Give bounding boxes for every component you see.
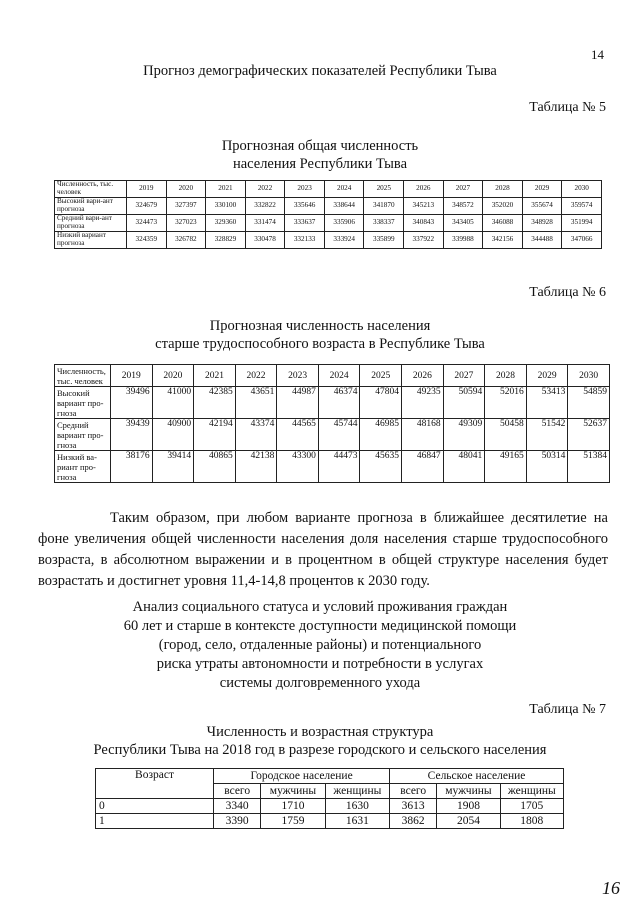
table5-year: 2023 — [285, 181, 325, 198]
table-row — [55, 419, 610, 451]
table6 — [54, 364, 610, 483]
section-heading — [0, 598, 640, 693]
table7-age: 0 — [96, 799, 214, 814]
table7-sub-men: мужчины — [261, 784, 325, 799]
table-cell: 346088 — [483, 215, 523, 232]
table5-label: Таблица № 5 — [529, 100, 606, 115]
table6-header-label: Численность, тыс. человек — [55, 365, 111, 387]
table-cell: 39496 — [111, 387, 153, 419]
table-cell: 45744 — [318, 419, 360, 451]
table-cell: 46847 — [402, 451, 444, 483]
section-heading-line: Анализ социального статуса и условий проживания граждан — [132, 599, 508, 615]
table7-rural-header: Сельское население — [390, 769, 564, 784]
table-cell: 1759 — [261, 814, 325, 829]
table5-year: 2022 — [245, 181, 285, 198]
table6-year: 2023 — [277, 365, 319, 387]
table-cell: 39439 — [111, 419, 153, 451]
table-cell: 44473 — [318, 451, 360, 483]
table-cell: 326782 — [166, 232, 206, 249]
table-cell: 38176 — [111, 451, 153, 483]
table-cell: 1631 — [325, 814, 389, 829]
table-cell: 330478 — [245, 232, 285, 249]
table6-year: 2024 — [318, 365, 360, 387]
table-cell: 339988 — [443, 232, 483, 249]
table7-sub-total: всего — [390, 784, 437, 799]
table-cell: 44987 — [277, 387, 319, 419]
table-cell: 341870 — [364, 198, 404, 215]
table5-year: 2027 — [443, 181, 483, 198]
table-cell: 3340 — [214, 799, 261, 814]
table5-year: 2028 — [483, 181, 523, 198]
table-cell: 40900 — [152, 419, 194, 451]
table-cell: 43300 — [277, 451, 319, 483]
table-row — [55, 387, 610, 419]
table6-year: 2030 — [568, 365, 610, 387]
table5-year: 2026 — [404, 181, 444, 198]
table5-year: 2025 — [364, 181, 404, 198]
table-cell: 335646 — [285, 198, 325, 215]
table-cell: 351994 — [562, 215, 602, 232]
table-cell: 1808 — [500, 814, 563, 829]
table6-title-line2: старше трудоспособного возраста в Республике Тыва — [155, 336, 485, 352]
table-cell: 51542 — [526, 419, 568, 451]
table-cell: 355674 — [522, 198, 562, 215]
table-row — [55, 198, 602, 215]
table-cell: 44565 — [277, 419, 319, 451]
table-cell: 335899 — [364, 232, 404, 249]
table6-year: 2027 — [443, 365, 485, 387]
table-cell: 1705 — [500, 799, 563, 814]
table-cell: 49235 — [402, 387, 444, 419]
table-cell: 42385 — [194, 387, 236, 419]
table-cell: 324359 — [127, 232, 167, 249]
table-cell: 2054 — [437, 814, 500, 829]
table-cell: 333637 — [285, 215, 325, 232]
table-cell: 54859 — [568, 387, 610, 419]
table6-year: 2020 — [152, 365, 194, 387]
table-cell: 348572 — [443, 198, 483, 215]
table6-year: 2029 — [526, 365, 568, 387]
section-heading-line: системы долговременного ухода — [219, 675, 421, 691]
table5-year: 2019 — [127, 181, 167, 198]
table-cell: 50458 — [485, 419, 527, 451]
table-cell: 40865 — [194, 451, 236, 483]
section-heading-line: риска утраты автономности и потребности в услугах — [156, 656, 484, 672]
table-cell: 331474 — [245, 215, 285, 232]
table-cell: 338644 — [324, 198, 364, 215]
table-cell: 328829 — [206, 232, 246, 249]
table-cell: 344488 — [522, 232, 562, 249]
table5-year: 2020 — [166, 181, 206, 198]
table6-year: 2026 — [402, 365, 444, 387]
table-cell: 46985 — [360, 419, 402, 451]
table-cell: 332822 — [245, 198, 285, 215]
table5-year: 2030 — [562, 181, 602, 198]
table-cell: 42138 — [235, 451, 277, 483]
table-cell: 49309 — [443, 419, 485, 451]
table-cell: 3613 — [390, 799, 437, 814]
table-cell: 49165 — [485, 451, 527, 483]
table-cell: 327023 — [166, 215, 206, 232]
table-row — [55, 232, 602, 249]
table-cell: 333924 — [324, 232, 364, 249]
table7 — [95, 768, 564, 829]
table-cell: 53413 — [526, 387, 568, 419]
table-cell: 359574 — [562, 198, 602, 215]
table-row — [96, 814, 564, 829]
table7-title-line1: Численность и возрастная структура — [206, 724, 434, 740]
table-cell: 335906 — [324, 215, 364, 232]
table5-year: 2024 — [324, 181, 364, 198]
table5-header-label: Численность, тыс. человек — [55, 181, 127, 198]
table7-urban-header: Городское население — [214, 769, 390, 784]
table6-label: Таблица № 6 — [529, 285, 606, 300]
table-cell: 42194 — [194, 419, 236, 451]
table7-age: 1 — [96, 814, 214, 829]
table7-sub-women: женщины — [325, 784, 389, 799]
table-cell: 324679 — [127, 198, 167, 215]
table-cell: 343405 — [443, 215, 483, 232]
table6-year: 2019 — [111, 365, 153, 387]
table5-row-label: Средний вари-ант прогноза — [55, 215, 127, 232]
table5-year: 2029 — [522, 181, 562, 198]
table-cell: 52637 — [568, 419, 610, 451]
table-cell: 48041 — [443, 451, 485, 483]
conclusion-text: Таким образом, при любом варианте прогноза в ближайшее десятилетие на фоне увеличения общей численности населения доля населения старше трудоспособного возраста, в абсолютном выражении и в процентном в общей структуре населения будет возрастать и достигнет уровня 11,4-14,8 процентов к 2030 году. — [38, 510, 608, 589]
table-cell: 1908 — [437, 799, 500, 814]
table-cell: 3862 — [390, 814, 437, 829]
table7-sub-total: всего — [214, 784, 261, 799]
table-cell: 51384 — [568, 451, 610, 483]
table7-label: Таблица № 7 — [529, 702, 606, 717]
table-cell: 1710 — [261, 799, 325, 814]
table5-header-row — [55, 181, 602, 198]
table-row — [96, 799, 564, 814]
table6-year: 2025 — [360, 365, 402, 387]
table-cell: 345213 — [404, 198, 444, 215]
table6-row-label: Низкий ва-риант про-гноза — [55, 451, 111, 483]
table-cell: 50594 — [443, 387, 485, 419]
table-cell: 48168 — [402, 419, 444, 451]
table7-header-row — [96, 769, 564, 784]
table5-row-label: Высокий вари-ант прогноза — [55, 198, 127, 215]
table-row — [55, 215, 602, 232]
table-cell: 347066 — [562, 232, 602, 249]
table7-sub-women: женщины — [500, 784, 563, 799]
document-title: Прогноз демографических показателей Республики Тыва — [143, 63, 497, 79]
handwritten-page-mark: 16 — [602, 878, 620, 898]
table6-row-label: Средний вариант про-гноза — [55, 419, 111, 451]
table-cell: 39414 — [152, 451, 194, 483]
table-cell: 342156 — [483, 232, 523, 249]
table-cell: 3390 — [214, 814, 261, 829]
table7-age-header: Возраст — [96, 769, 214, 799]
table-cell: 52016 — [485, 387, 527, 419]
table7-title-line2: Республики Тыва на 2018 год в разрезе городского и сельского населения — [93, 742, 547, 758]
conclusion-paragraph — [38, 508, 608, 592]
table5 — [54, 180, 602, 249]
table5-title-line1: Прогнозная общая численность — [221, 138, 419, 154]
table-cell: 43374 — [235, 419, 277, 451]
section-heading-line: 60 лет и старше в контексте доступности медицинской помощи — [123, 618, 517, 634]
table6-year: 2021 — [194, 365, 236, 387]
table-cell: 327397 — [166, 198, 206, 215]
table-cell: 332133 — [285, 232, 325, 249]
table-cell: 348928 — [522, 215, 562, 232]
table6-title-line1: Прогнозная численность населения — [209, 318, 431, 334]
table-cell: 41000 — [152, 387, 194, 419]
table6-year: 2022 — [235, 365, 277, 387]
table-cell: 43651 — [235, 387, 277, 419]
table-cell: 50314 — [526, 451, 568, 483]
table5-row-label: Низкий вариант прогноза — [55, 232, 127, 249]
table-cell: 330100 — [206, 198, 246, 215]
table-cell: 45635 — [360, 451, 402, 483]
table-cell: 329360 — [206, 215, 246, 232]
table-cell: 352020 — [483, 198, 523, 215]
table5-title-line2: населения Республики Тыва — [232, 156, 408, 172]
table-row — [55, 451, 610, 483]
table-cell: 338337 — [364, 215, 404, 232]
table-cell: 324473 — [127, 215, 167, 232]
table-cell: 47804 — [360, 387, 402, 419]
table6-year: 2028 — [485, 365, 527, 387]
table-cell: 337922 — [404, 232, 444, 249]
section-heading-line: (город, село, отдаленные районы) и потенциального — [158, 637, 482, 653]
page-number: 14 — [591, 47, 604, 62]
table-cell: 46374 — [318, 387, 360, 419]
table5-year: 2021 — [206, 181, 246, 198]
table6-header-row — [55, 365, 610, 387]
table-cell: 1630 — [325, 799, 389, 814]
table-cell: 340843 — [404, 215, 444, 232]
table6-row-label: Высокий вариант про-гноза — [55, 387, 111, 419]
table7-sub-men: мужчины — [437, 784, 500, 799]
